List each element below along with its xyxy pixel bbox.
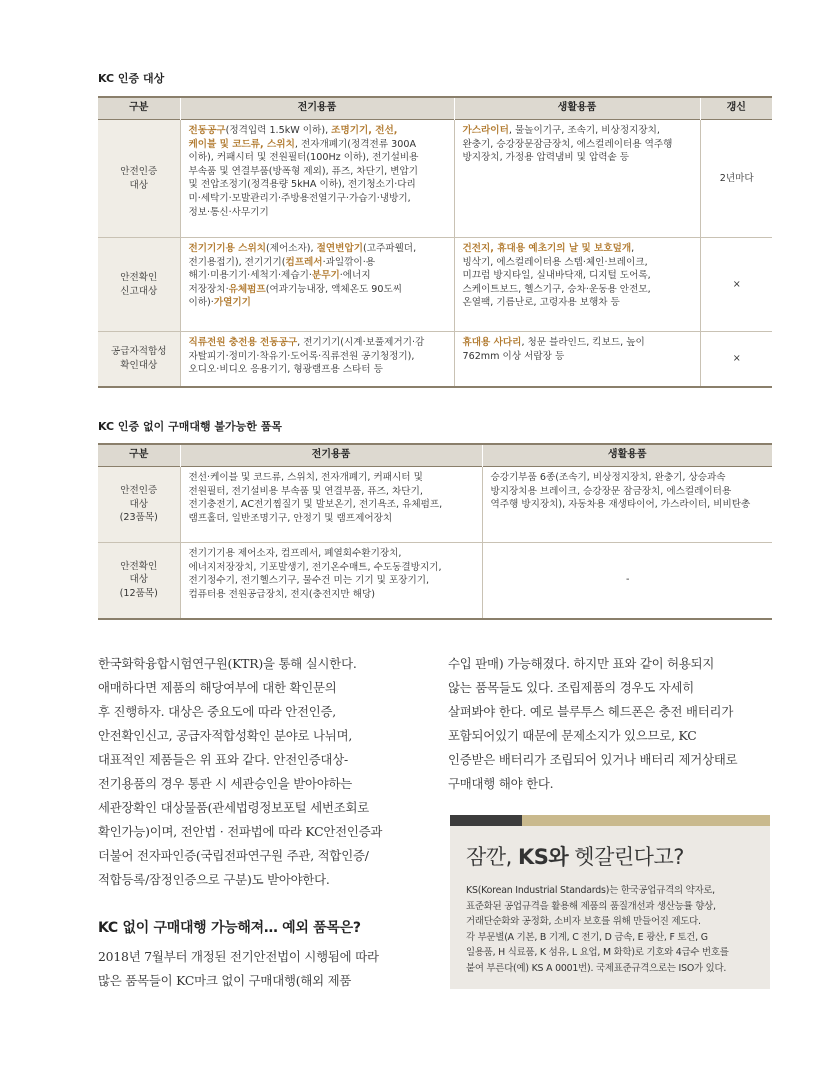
- kc-certification-table: [98, 96, 772, 388]
- row-living: -: [482, 543, 772, 619]
- ks-title-bold: KS와: [517, 845, 569, 869]
- article-subheading: KC 없이 구매대행 가능해져… 예외 품목은?: [98, 920, 361, 936]
- row-category: 안전인증 대상 (23품목): [98, 467, 180, 543]
- ks-box-accent-gold: [522, 815, 770, 826]
- table1-title: KC 인증 대상: [98, 72, 165, 85]
- row-living: 건전지, 휴대용 예초기의 날 및 보호덮개, 빙삭기, 에스컬레이터용 스텝·체인·브레이크, 미끄럼 방지타일, 실내바닥재, 디지털 도어록, 스케이트보드, 헬스기구, 승차·운동용 안전모, 온열팩, 기름난로, 고령자용 보행차 등: [454, 238, 700, 332]
- row-electric: 직류전원 충전용 전동공구, 전기기기(시계·보풀제거기·감 자탈피기·정미기·착유기·도어록·직류전원 공기청정기), 오디오·비디오 응용기기, 형광램프용 스타터 등: [180, 332, 454, 387]
- row-category: 안전확인 신고대상: [98, 238, 180, 332]
- row-renewal: ×: [700, 332, 772, 387]
- ks-title-pre: 잠깐,: [466, 845, 518, 869]
- row-electric: 전기기기용 제어소자, 컴프레서, 폐열회수환기장치, 에너지저장장치, 기포발생기, 전기온수매트, 수도동결방지기, 전기정수기, 전기헬스기구, 물수건 미는 기기 및 포장기기, 컴퓨터용 전원공급장치, 전지(충전지만 해당): [180, 543, 482, 619]
- table2-title: KC 인증 없이 구매대행 불가능한 품목: [98, 420, 283, 433]
- row-living: 가스라이터, 물놀이기구, 조속기, 비상정지장치, 완충기, 승강장문잠금장치, 에스컬레이터용 역주행 방지장치, 가정용 압력냄비 및 압력솥 등: [454, 120, 700, 238]
- table-row: [98, 332, 772, 387]
- table-row: [98, 120, 772, 238]
- header-electric: 전기용품: [180, 97, 454, 120]
- row-category: 안전인증 대상: [98, 120, 180, 238]
- row-category: 안전확인 대상 (12품목): [98, 543, 180, 619]
- purchase-agency-table: [98, 443, 772, 620]
- article-right-paragraph: 수입 판매) 가능해졌다. 하지만 표와 같이 허용되지 않는 품목들도 있다. 조립제품의 경우도 자세히 살펴봐야 한다. 예로 블루투스 헤드폰은 충전 배터리가 포함되어있기 때문에 문제소지가 있으므로, KC 인증받은 배터리가 조립되어 있거나 배터리 제거상태로 구매대행 해야 한다.: [448, 656, 738, 791]
- row-electric: 전기기기용 스위치(제어소자), 절연변압기(고주파웰더, 전기용접기), 전기기기(컴프레서·과일깎이·용 해기·미용기기·세척기·제습기·분무기·에너지 저장장치·유체펌프(여과기능내장, 액체온도 90도씨 이하)·가열기기: [180, 238, 454, 332]
- table-row: [98, 467, 772, 543]
- row-renewal: 2년마다: [700, 120, 772, 238]
- row-living: 승강기부품 6종(조속기, 비상정지장치, 완충기, 상승과속 방지장치용 브레이크, 승강장문 잠금장치, 에스컬레이터용 역주행 방지장치), 자동차용 재생타이어, 가스라이터, 비비탄총: [482, 467, 772, 543]
- ks-box-text: KS(Korean Industrial Standards)는 한국공업규격의 약자로, 표준화된 공업규격을 활용해 제품의 품질개선과 생산능률 향상, 거래단순화와 공정화, 소비자 보호를 위해 만들어진 제도다. 각 부문별(A 기본, B 기계, C 전기, D 금속, E 광산, F 토건, G 일용품, H 식료품, K 섬유, L 요업, M 화학)로 기호와 4급수 번호를 붙여 부른다(예) KS A 0001번). 국제표준규격으로는 ISO가 있다.: [466, 885, 729, 974]
- ks-title-post: 헷갈린다고?: [568, 845, 684, 869]
- row-living: 휴대용 사다리, 청문 블라인드, 킥보드, 높이 762mm 이상 서랍장 등: [454, 332, 700, 387]
- header-living: 생활용품: [482, 444, 772, 467]
- row-renewal: ×: [700, 238, 772, 332]
- ks-info-box: [450, 815, 770, 989]
- header-category: 구분: [98, 444, 180, 467]
- ks-box-title: [466, 841, 684, 871]
- header-category: 구분: [98, 97, 180, 120]
- row-category: 공급자적합성 확인대상: [98, 332, 180, 387]
- article-left-paragraph: 한국화학융합시험연구원(KTR)을 통해 실시한다. 애매하다면 제품의 해당여부에 대한 확인문의 후 진행하자. 대상은 중요도에 따라 안전인증, 안전확인신고, 공급자적합성확인 분야로 나뉘며, 대표적인 제품들은 위 표와 같다. 안전인증대상- 전기용품의 경우 통관 시 세관승인을 받아야하는 세관장확인 대상물품(관세법령정보포털 세번조회로 확인가능)이며, 전안법 · 전파법에 따라 KC안전인증과 더불어 전자파인증(국립전파연구원 주관, 적합인증/ 적합등록/잠정인증으로 구분)도 받아야한다.: [98, 656, 383, 887]
- header-electric: 전기용품: [180, 444, 482, 467]
- table-row: [98, 238, 772, 332]
- row-electric: 전동공구(정격입력 1.5kW 이하), 조명기기, 전선, 케이블 및 코드류, 스위치, 전자개폐기(정격전류 300A 이하), 커패시터 및 전원필터(100Hz 이하), 전기설비용 부속품 및 연결부품(방폭형 제외), 퓨즈, 차단기, 변압기 및 전압조정기(정격용량 5kHA 이하), 전기청소기·다리 미·세탁기·모발관리기·주방용전열기구·가습기·냉방기, 정보·통신·사무기기: [180, 120, 454, 238]
- row-electric: 전선·케이블 및 코드류, 스위치, 전자개폐기, 커패시터 및 전원필터, 전기설비용 부속품 및 연결부품, 퓨즈, 차단기, 전기충전기, AC전기찜질기 및 발보온기, 전기욕조, 유체펌프, 램프홀더, 일반조명기구, 안정기 및 램프제어장치: [180, 467, 482, 543]
- header-living: 생활용품: [454, 97, 700, 120]
- header-renewal: 갱신: [700, 97, 772, 120]
- article-left-paragraph-2: 2018년 7월부터 개정된 전기안전법이 시행됨에 따라 많은 품목들이 KC마크 없이 구매대행(해외 제품: [98, 949, 379, 988]
- ks-box-accent-dark: [450, 815, 522, 826]
- table-row: [98, 543, 772, 619]
